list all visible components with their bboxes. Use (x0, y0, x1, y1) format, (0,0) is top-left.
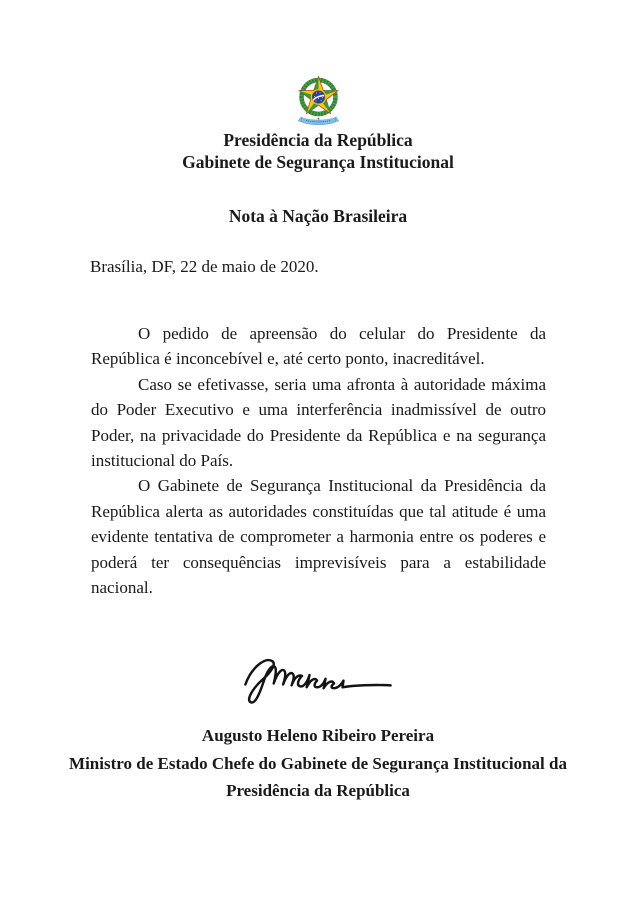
paragraph-3: O Gabinete de Segurança Institucional da Presidência da República alerta as autoridades constituídas que tal atitude é uma evidente tentativa de comprometer a harmonia entre os poderes e poderá ter consequências imprevisíveis para a estabilidade nacional. (91, 476, 546, 598)
document-title: Nota à Nação Brasileira (228, 206, 408, 226)
paragraph-2: Caso se efetivasse, seria uma afronta à autoridade máxima do Poder Executivo e uma interferência inadmissível de outro Poder, na privacidade do Presidente da República e na segurança institucional do País. (91, 374, 546, 471)
signature-block (0, 642, 636, 708)
letter-body (91, 321, 546, 600)
dateline: Brasília, DF, 22 de maio de 2020. (90, 257, 319, 276)
brazil-coat-of-arms-icon (295, 76, 342, 126)
signer-title-line1: Ministro de Estado Chefe do Gabinete de Segurança Institucional da (69, 753, 567, 773)
paragraph-1: O pedido de apreensão do celular do Presidente da República é inconcebível e, até certo ponto, inacreditável. (91, 324, 546, 369)
letterhead (0, 0, 636, 173)
org-name-line2: Gabinete de Segurança Institucional (182, 151, 454, 172)
org-name-line1: Presidência da República (223, 130, 413, 150)
signer-title-line2: Presidência da República (226, 781, 410, 801)
signer-block (0, 722, 636, 805)
handwritten-signature-icon (227, 642, 409, 708)
signer-name: Augusto Heleno Ribeiro Pereira (201, 726, 435, 746)
ribbon (298, 117, 339, 125)
